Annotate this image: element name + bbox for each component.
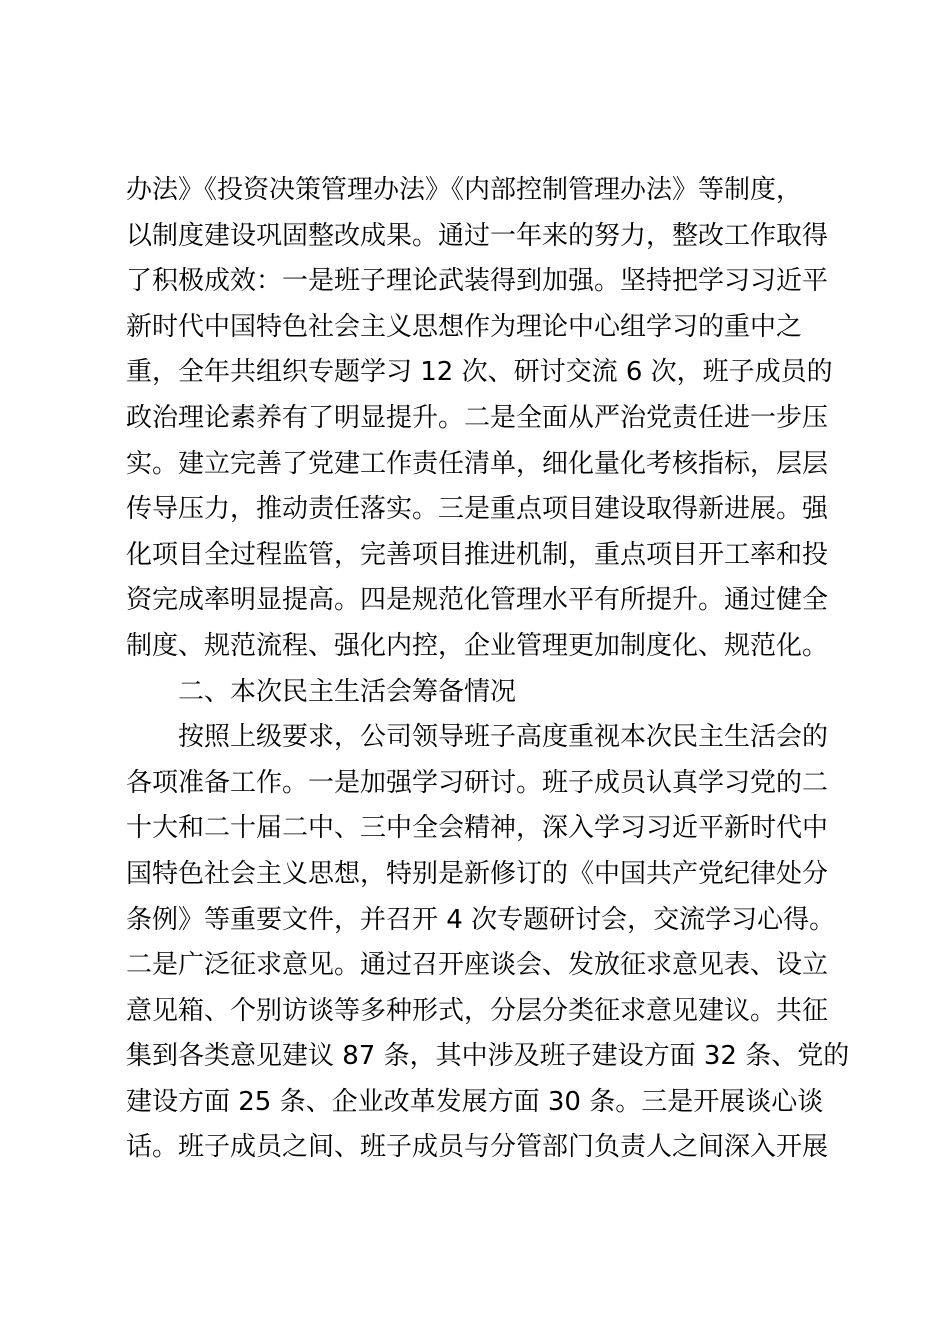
text-line: 办法》《投资决策管理办法》《内部控制管理办法》等制度，: [126, 175, 803, 205]
text-line: 条例》等重要文件，并召开 4 次专题研讨会，交流学习心得。: [126, 904, 836, 935]
text-line: 了积极成效：一是班子理论武装得到加强。坚持把学习习近平: [126, 266, 829, 297]
text-line: 政治理论素养有了明显提升。二是全面从严治党责任进一步压: [126, 402, 829, 433]
text-line: 各项准备工作。一是加强学习研讨。班子成员认真学习党的二: [126, 767, 829, 798]
text-line: 二是广泛征求意见。通过召开座谈会、发放征求意见表、设立: [126, 950, 829, 981]
text-line: 以制度建设巩固整改成果。通过一年来的努力，整改工作取得: [126, 220, 829, 251]
text-line: 传导压力，推动责任落实。三是重点项目建设取得新进展。强: [126, 494, 829, 525]
text-line: 建设方面 25 条、企业改革发展方面 30 条。三是开展谈心谈: [126, 1086, 824, 1117]
text-line: 话。班子成员之间、班子成员与分管部门负责人之间深入开展: [126, 1132, 829, 1163]
text-line: 资完成率明显提高。四是规范化管理水平有所提升。通过健全: [126, 585, 829, 616]
text-line: 集到各类意见建议 87 条，其中涉及班子建设方面 32 条、党的: [126, 1041, 850, 1072]
text-line: 实。建立完善了党建工作责任清单，细化量化考核指标，层层: [126, 448, 829, 479]
text-line: 制度、规范流程、强化内控，企业管理更加制度化、规范化。: [126, 630, 829, 661]
document-body: [126, 168, 850, 1171]
text-line: 重，全年共组织专题学习 12 次、研讨交流 6 次，班子成员的: [126, 357, 833, 388]
text-line: 十大和二十届二中、三中全会精神，深入学习习近平新时代中: [126, 813, 829, 844]
text-line: 新时代中国特色社会主义思想作为理论中心组学习的重中之: [126, 311, 803, 342]
section-heading: 二、本次民主生活会筹备情况: [178, 676, 517, 707]
text-line: 意见箱、个别访谈等多种形式，分层分类征求意见建议。共征: [126, 995, 829, 1026]
text-line: 按照上级要求，公司领导班子高度重视本次民主生活会的: [178, 722, 829, 753]
text-line: 国特色社会主义思想，特别是新修订的《中国共产党纪律处分: [126, 858, 829, 889]
text-line: 化项目全过程监管，完善项目推进机制，重点项目开工率和投: [126, 539, 829, 570]
